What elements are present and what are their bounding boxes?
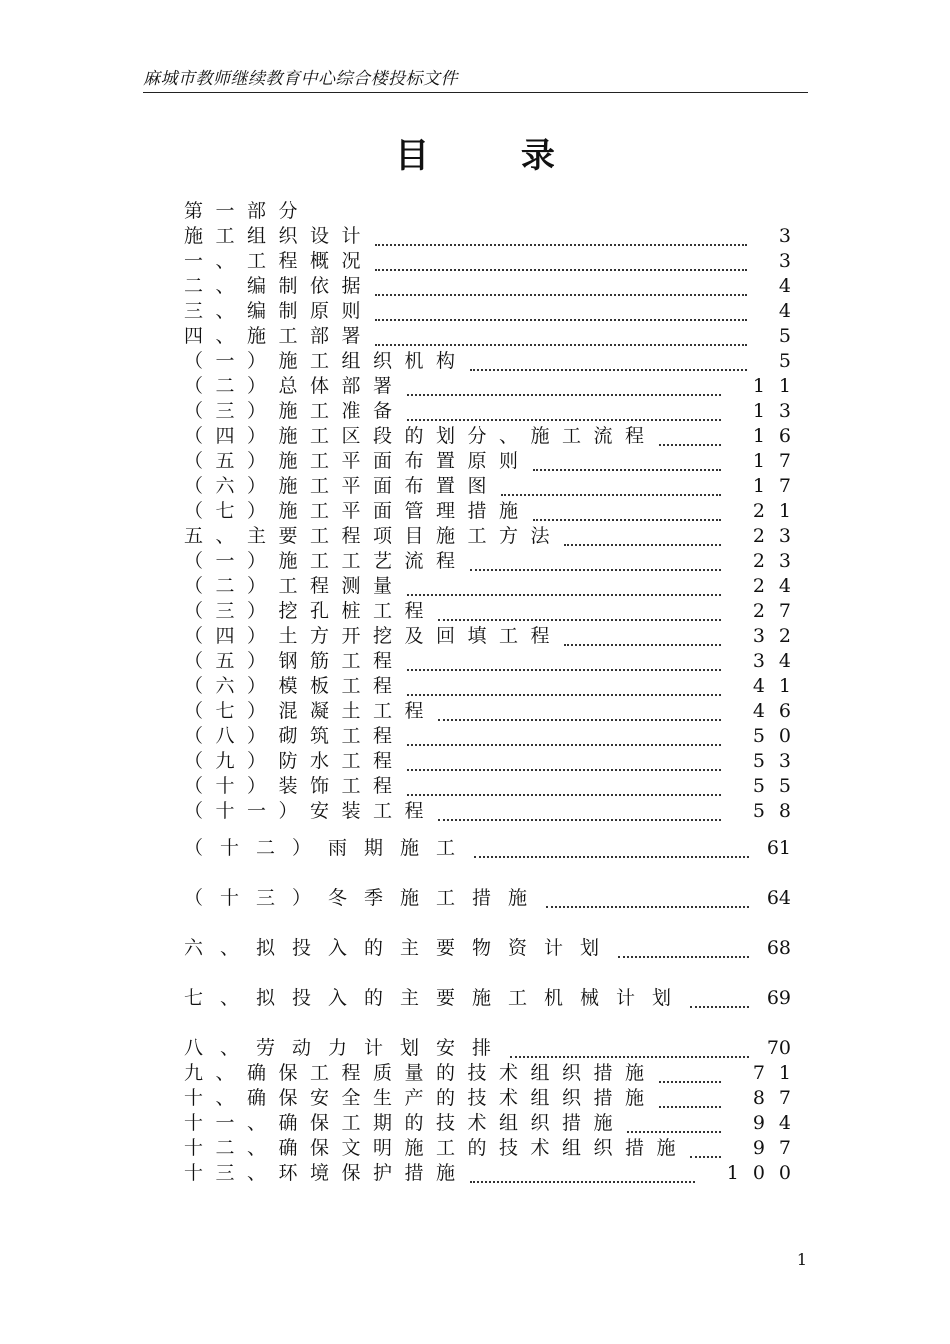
toc-entry-page: 3 — [778, 225, 805, 247]
toc-entry[interactable] — [184, 349, 805, 374]
toc-entry-label: （一）施工工艺流程 — [184, 550, 468, 572]
toc-entry[interactable] — [184, 986, 791, 1011]
toc-leader-dots — [375, 330, 747, 346]
toc-leader-dots — [510, 1042, 749, 1058]
page-title: 目 录 — [395, 136, 595, 176]
toc-leader-dots — [627, 1117, 721, 1133]
toc-leader-dots — [407, 780, 721, 796]
toc-entry[interactable] — [184, 274, 805, 299]
toc-entry-label: 八、劳动力计划安排 — [184, 1037, 509, 1059]
toc-leader-dots — [375, 305, 747, 321]
toc-entry-label: 十三、环境保护措施 — [184, 1162, 468, 1184]
toc-entry-page: 3 — [778, 250, 805, 272]
toc-entry[interactable] — [184, 724, 805, 749]
document-header — [143, 64, 808, 93]
toc-entry-label: （二）总体部署 — [184, 375, 405, 397]
toc-entry-label: 三、编制原则 — [184, 300, 374, 322]
toc-entry-label: 五、主要工程项目施工方法 — [184, 525, 563, 547]
toc-entry-label: 施工组织设计 — [184, 225, 374, 247]
toc-leader-dots — [470, 355, 747, 371]
toc-entry[interactable] — [184, 799, 805, 824]
toc-leader-dots — [438, 605, 721, 621]
toc-entry-label: （三）施工准备 — [184, 400, 405, 422]
toc-entry-label: （四）土方开挖及回填工程 — [184, 625, 563, 647]
toc-entry[interactable] — [184, 649, 805, 674]
toc-leader-dots — [564, 630, 721, 646]
toc-entry-page: 55 — [752, 775, 805, 797]
toc-leader-dots — [470, 555, 721, 571]
toc-entry-label: （五）钢筋工程 — [184, 650, 405, 672]
toc-entry[interactable] — [184, 774, 805, 799]
toc-entry[interactable] — [184, 886, 791, 911]
toc-leader-dots — [375, 255, 747, 271]
toc-entry-page: 17 — [752, 475, 805, 497]
toc-entry-label: （十）装饰工程 — [184, 775, 405, 797]
toc-entry-label: （五）施工平面布置原则 — [184, 450, 531, 472]
toc-entry-page: 4 — [778, 300, 805, 322]
toc-entry-page: 97 — [752, 1137, 805, 1159]
toc-leader-dots — [375, 230, 747, 246]
toc-entry[interactable] — [184, 1161, 805, 1186]
toc-entry[interactable] — [184, 699, 805, 724]
toc-leader-dots — [659, 1092, 721, 1108]
toc-entry-label: （七）施工平面管理措施 — [184, 500, 531, 522]
toc-entry-page: 23 — [752, 525, 805, 547]
toc-leader-dots — [438, 805, 721, 821]
toc-entry[interactable] — [184, 749, 805, 774]
toc-entry-label: （二）工程测量 — [184, 575, 405, 597]
toc-entry-page: 13 — [752, 400, 805, 422]
toc-entry-label: 第一部分 — [184, 200, 311, 222]
toc-leader-dots — [407, 380, 721, 396]
toc-leader-dots — [407, 655, 721, 671]
toc-leader-dots — [407, 580, 721, 596]
toc-entry-page: 5 — [778, 325, 805, 347]
toc-entry-label: 七、拟投入的主要施工机械计划 — [184, 987, 689, 1009]
page-number: 1 — [796, 1250, 807, 1269]
toc-entry-label: 一、工程概况 — [184, 250, 374, 272]
toc-entry[interactable] — [184, 836, 791, 861]
toc-leader-dots — [546, 892, 749, 908]
toc-entry[interactable] — [184, 424, 805, 449]
toc-entry-page: 64 — [766, 887, 791, 909]
toc-entry-page: 34 — [752, 650, 805, 672]
toc-entry-page: 100 — [726, 1162, 805, 1184]
toc-entry[interactable] — [184, 474, 805, 499]
toc-entry-page: 27 — [752, 600, 805, 622]
toc-entry-page: 16 — [752, 425, 805, 447]
toc-leader-dots — [407, 680, 721, 696]
toc-entry-label: （十二）雨期施工 — [184, 837, 473, 859]
toc-entry[interactable] — [184, 936, 791, 961]
toc-entry-label: （一）施工组织机构 — [184, 350, 468, 372]
toc-entry-page: 4 — [778, 275, 805, 297]
toc-leader-dots — [501, 480, 721, 496]
toc-entry-page: 17 — [752, 450, 805, 472]
toc-entry-page: 53 — [752, 750, 805, 772]
toc-entry-label: 六、拟投入的主要物资计划 — [184, 937, 617, 959]
toc-entry-page: 68 — [766, 937, 791, 959]
toc-entry-page: 24 — [752, 575, 805, 597]
toc-leader-dots — [438, 705, 721, 721]
toc-entry-page: 87 — [752, 1087, 805, 1109]
toc-entry[interactable] — [184, 1061, 805, 1086]
toc-entry[interactable] — [184, 1036, 791, 1061]
toc-entry-page: 41 — [752, 675, 805, 697]
toc-entry-page: 46 — [752, 700, 805, 722]
toc-entry-label: 二、编制依据 — [184, 275, 374, 297]
toc-entry[interactable] — [184, 524, 805, 549]
toc-entry[interactable] — [184, 199, 791, 224]
toc-entry-label: 十二、确保文明施工的技术组织措施 — [184, 1137, 689, 1159]
header-text: 麻城市教师继续教育中心综合楼投标文件 — [143, 69, 458, 89]
toc-entry-page: 61 — [766, 837, 791, 859]
toc-entry[interactable] — [184, 449, 805, 474]
toc-entry-label: 九、确保工程质量的技术组织措施 — [184, 1062, 657, 1084]
toc-entry-label: （六）模板工程 — [184, 675, 405, 697]
toc-entry-page: 50 — [752, 725, 805, 747]
toc-entry-label: 十、确保安全生产的技术组织措施 — [184, 1087, 657, 1109]
toc-entry-label: （四）施工区段的划分、施工流程 — [184, 425, 657, 447]
toc-entry-page: 69 — [766, 987, 791, 1009]
toc-entry-label: （九）防水工程 — [184, 750, 405, 772]
toc-entry[interactable] — [184, 1136, 805, 1161]
toc-entry-label: 四、施工部署 — [184, 325, 374, 347]
toc-entry[interactable] — [184, 224, 805, 249]
toc-leader-dots — [564, 530, 721, 546]
toc-entry[interactable] — [184, 374, 805, 399]
toc-leader-dots — [470, 1167, 695, 1183]
toc-entry[interactable] — [184, 1111, 805, 1136]
toc-entry[interactable] — [184, 624, 805, 649]
toc-leader-dots — [690, 1142, 721, 1158]
toc-entry-page: 58 — [752, 800, 805, 822]
toc-entry-label: （八）砌筑工程 — [184, 725, 405, 747]
toc-entry-label: （七）混凝土工程 — [184, 700, 437, 722]
toc-entry-page: 32 — [752, 625, 805, 647]
toc-entry-label: （三）挖孔桩工程 — [184, 600, 437, 622]
toc-leader-dots — [375, 280, 747, 296]
toc-entry-page: 23 — [752, 550, 805, 572]
toc-entry-page: 70 — [766, 1037, 791, 1059]
toc-leader-dots — [533, 505, 721, 521]
toc-entry-page: 94 — [752, 1112, 805, 1134]
toc-leader-dots — [407, 755, 721, 771]
toc-entry[interactable] — [184, 299, 805, 324]
toc-entry[interactable] — [184, 599, 805, 624]
toc-leader-dots — [407, 730, 721, 746]
toc-entry-label: （十三）冬季施工措施 — [184, 887, 545, 909]
toc-leader-dots — [690, 992, 749, 1008]
toc-leader-dots — [474, 842, 749, 858]
toc-entry-page: 11 — [752, 375, 805, 397]
toc-entry-label: 十一、确保工期的技术组织措施 — [184, 1112, 626, 1134]
toc-leader-dots — [533, 455, 721, 471]
toc-entry-label: （六）施工平面布置图 — [184, 475, 500, 497]
toc-entry[interactable] — [184, 674, 805, 699]
toc-entry-label: （十一）安装工程 — [184, 800, 437, 822]
toc-entry-page: 5 — [778, 350, 805, 372]
toc-entry[interactable] — [184, 249, 805, 274]
toc-leader-dots — [659, 430, 721, 446]
toc-entry[interactable] — [184, 399, 805, 424]
toc-leader-dots — [407, 405, 721, 421]
toc-entry-page: 71 — [752, 1062, 805, 1084]
toc-entry[interactable] — [184, 324, 805, 349]
toc-entry[interactable] — [184, 574, 805, 599]
toc-entry[interactable] — [184, 499, 805, 524]
toc-leader-dots — [618, 942, 749, 958]
toc-leader-dots — [659, 1067, 721, 1083]
toc-entry-page: 21 — [752, 500, 805, 522]
toc-entry[interactable] — [184, 1086, 805, 1111]
toc-entry[interactable] — [184, 549, 805, 574]
